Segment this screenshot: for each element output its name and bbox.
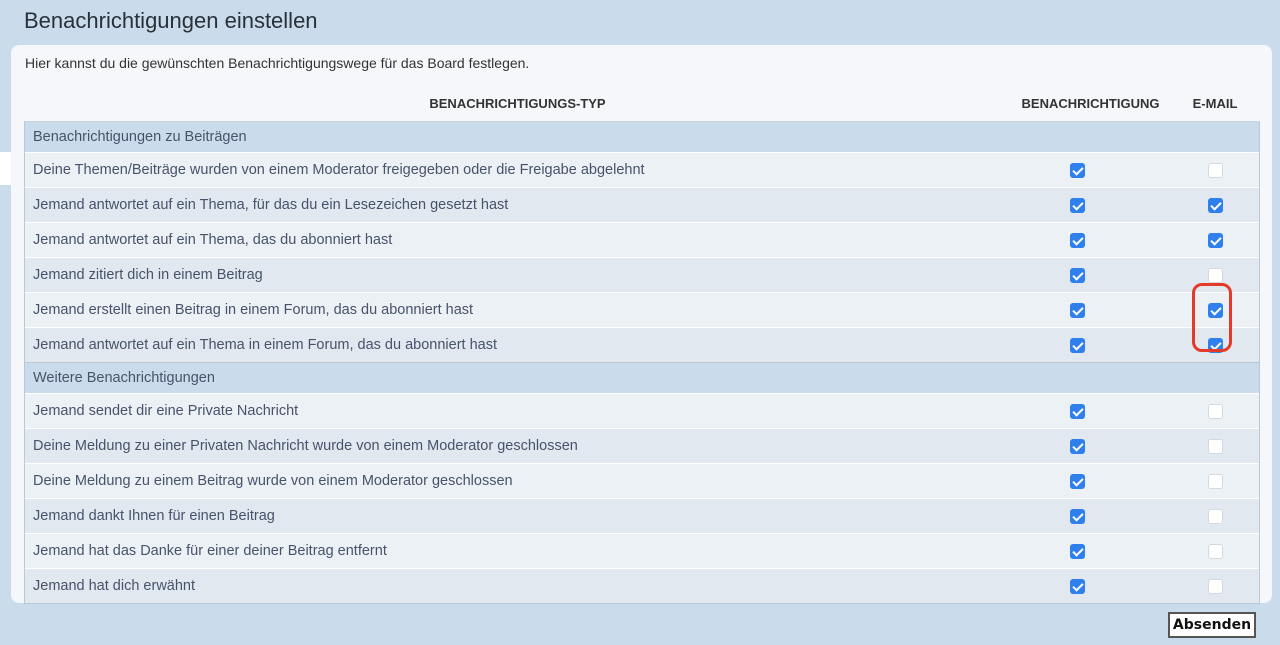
notification-checkbox[interactable] bbox=[1070, 474, 1085, 489]
email-cell bbox=[1171, 223, 1260, 258]
email-cell bbox=[1171, 534, 1260, 569]
intro-text: Hier kannst du die gewünschten Benachrichtigungswege für das Board festlegen. bbox=[25, 55, 530, 71]
section-header bbox=[25, 122, 1260, 153]
email-cell bbox=[1171, 464, 1260, 499]
header-notification: BENACHRICHTIGUNG bbox=[1011, 86, 1171, 122]
email-checkbox[interactable] bbox=[1208, 474, 1223, 489]
notification-cell bbox=[1011, 328, 1171, 363]
table-row bbox=[25, 534, 1260, 569]
table-row bbox=[25, 569, 1260, 604]
row-label: Deine Themen/Beiträge wurden von einem Moderator freigegeben oder die Freigabe abgelehnt bbox=[25, 153, 1011, 188]
email-checkbox[interactable] bbox=[1208, 404, 1223, 419]
notification-cell bbox=[1011, 153, 1171, 188]
email-cell bbox=[1171, 328, 1260, 363]
notification-checkbox[interactable] bbox=[1070, 579, 1085, 594]
notification-checkbox[interactable] bbox=[1070, 303, 1085, 318]
table-row bbox=[25, 258, 1260, 293]
row-label: Deine Meldung zu einer Privaten Nachricht wurde von einem Moderator geschlossen bbox=[25, 429, 1011, 464]
table-row bbox=[25, 328, 1260, 363]
table-row bbox=[25, 223, 1260, 258]
notification-checkbox[interactable] bbox=[1070, 163, 1085, 178]
table-row bbox=[25, 188, 1260, 223]
table-row bbox=[25, 153, 1260, 188]
notification-checkbox[interactable] bbox=[1070, 268, 1085, 283]
email-cell bbox=[1171, 188, 1260, 223]
notification-checkbox[interactable] bbox=[1070, 439, 1085, 454]
section-header bbox=[25, 363, 1260, 394]
row-label: Deine Meldung zu einem Beitrag wurde von einem Moderator geschlossen bbox=[25, 464, 1011, 499]
email-checkbox[interactable] bbox=[1208, 338, 1223, 353]
table-row bbox=[25, 394, 1260, 429]
page-title: Benachrichtigungen einstellen bbox=[24, 8, 318, 33]
row-label: Jemand antwortet auf ein Thema, das du abonniert hast bbox=[25, 223, 1011, 258]
notification-checkbox[interactable] bbox=[1070, 509, 1085, 524]
email-checkbox[interactable] bbox=[1208, 268, 1223, 283]
table-row bbox=[25, 464, 1260, 499]
notification-checkbox[interactable] bbox=[1070, 544, 1085, 559]
email-checkbox[interactable] bbox=[1208, 544, 1223, 559]
row-label: Jemand antwortet auf ein Thema in einem Forum, das du abonniert hast bbox=[25, 328, 1011, 363]
row-label: Jemand erstellt einen Beitrag in einem Forum, das du abonniert hast bbox=[25, 293, 1011, 328]
notification-settings-table bbox=[24, 86, 1260, 604]
table-row bbox=[25, 293, 1260, 328]
notification-checkbox[interactable] bbox=[1070, 198, 1085, 213]
email-cell bbox=[1171, 394, 1260, 429]
table-header-row bbox=[25, 86, 1260, 122]
row-label: Jemand hat dich erwähnt bbox=[25, 569, 1011, 604]
notification-cell bbox=[1011, 464, 1171, 499]
section-title: Weitere Benachrichtigungen bbox=[25, 363, 1260, 394]
email-cell bbox=[1171, 153, 1260, 188]
notification-cell bbox=[1011, 223, 1171, 258]
notification-cell bbox=[1011, 429, 1171, 464]
table-row bbox=[25, 429, 1260, 464]
email-checkbox[interactable] bbox=[1208, 198, 1223, 213]
notification-checkbox[interactable] bbox=[1070, 404, 1085, 419]
email-cell bbox=[1171, 569, 1260, 604]
table-row bbox=[25, 499, 1260, 534]
row-label: Jemand sendet dir eine Private Nachricht bbox=[25, 394, 1011, 429]
email-checkbox[interactable] bbox=[1208, 579, 1223, 594]
email-cell bbox=[1171, 499, 1260, 534]
email-checkbox[interactable] bbox=[1208, 233, 1223, 248]
row-label: Jemand hat das Danke für einer deiner Beitrag entfernt bbox=[25, 534, 1011, 569]
header-type: BENACHRICHTIGUNGS-TYP bbox=[25, 86, 1011, 122]
header-email: E-MAIL bbox=[1171, 86, 1260, 122]
notification-cell bbox=[1011, 293, 1171, 328]
notification-cell bbox=[1011, 569, 1171, 604]
email-checkbox[interactable] bbox=[1208, 303, 1223, 318]
notification-cell bbox=[1011, 394, 1171, 429]
section-title: Benachrichtigungen zu Beiträgen bbox=[25, 122, 1260, 153]
submit-button[interactable]: Absenden bbox=[1168, 612, 1256, 638]
email-checkbox[interactable] bbox=[1208, 509, 1223, 524]
notification-cell bbox=[1011, 188, 1171, 223]
notification-checkbox[interactable] bbox=[1070, 233, 1085, 248]
notification-cell bbox=[1011, 258, 1171, 293]
notification-cell bbox=[1011, 499, 1171, 534]
row-label: Jemand dankt Ihnen für einen Beitrag bbox=[25, 499, 1011, 534]
email-checkbox[interactable] bbox=[1208, 439, 1223, 454]
row-label: Jemand antwortet auf ein Thema, für das du ein Lesezeichen gesetzt hast bbox=[25, 188, 1011, 223]
email-cell bbox=[1171, 293, 1260, 328]
notification-cell bbox=[1011, 534, 1171, 569]
settings-panel bbox=[11, 45, 1272, 603]
email-checkbox[interactable] bbox=[1208, 163, 1223, 178]
email-cell bbox=[1171, 429, 1260, 464]
email-cell bbox=[1171, 258, 1260, 293]
row-label: Jemand zitiert dich in einem Beitrag bbox=[25, 258, 1011, 293]
notification-checkbox[interactable] bbox=[1070, 338, 1085, 353]
